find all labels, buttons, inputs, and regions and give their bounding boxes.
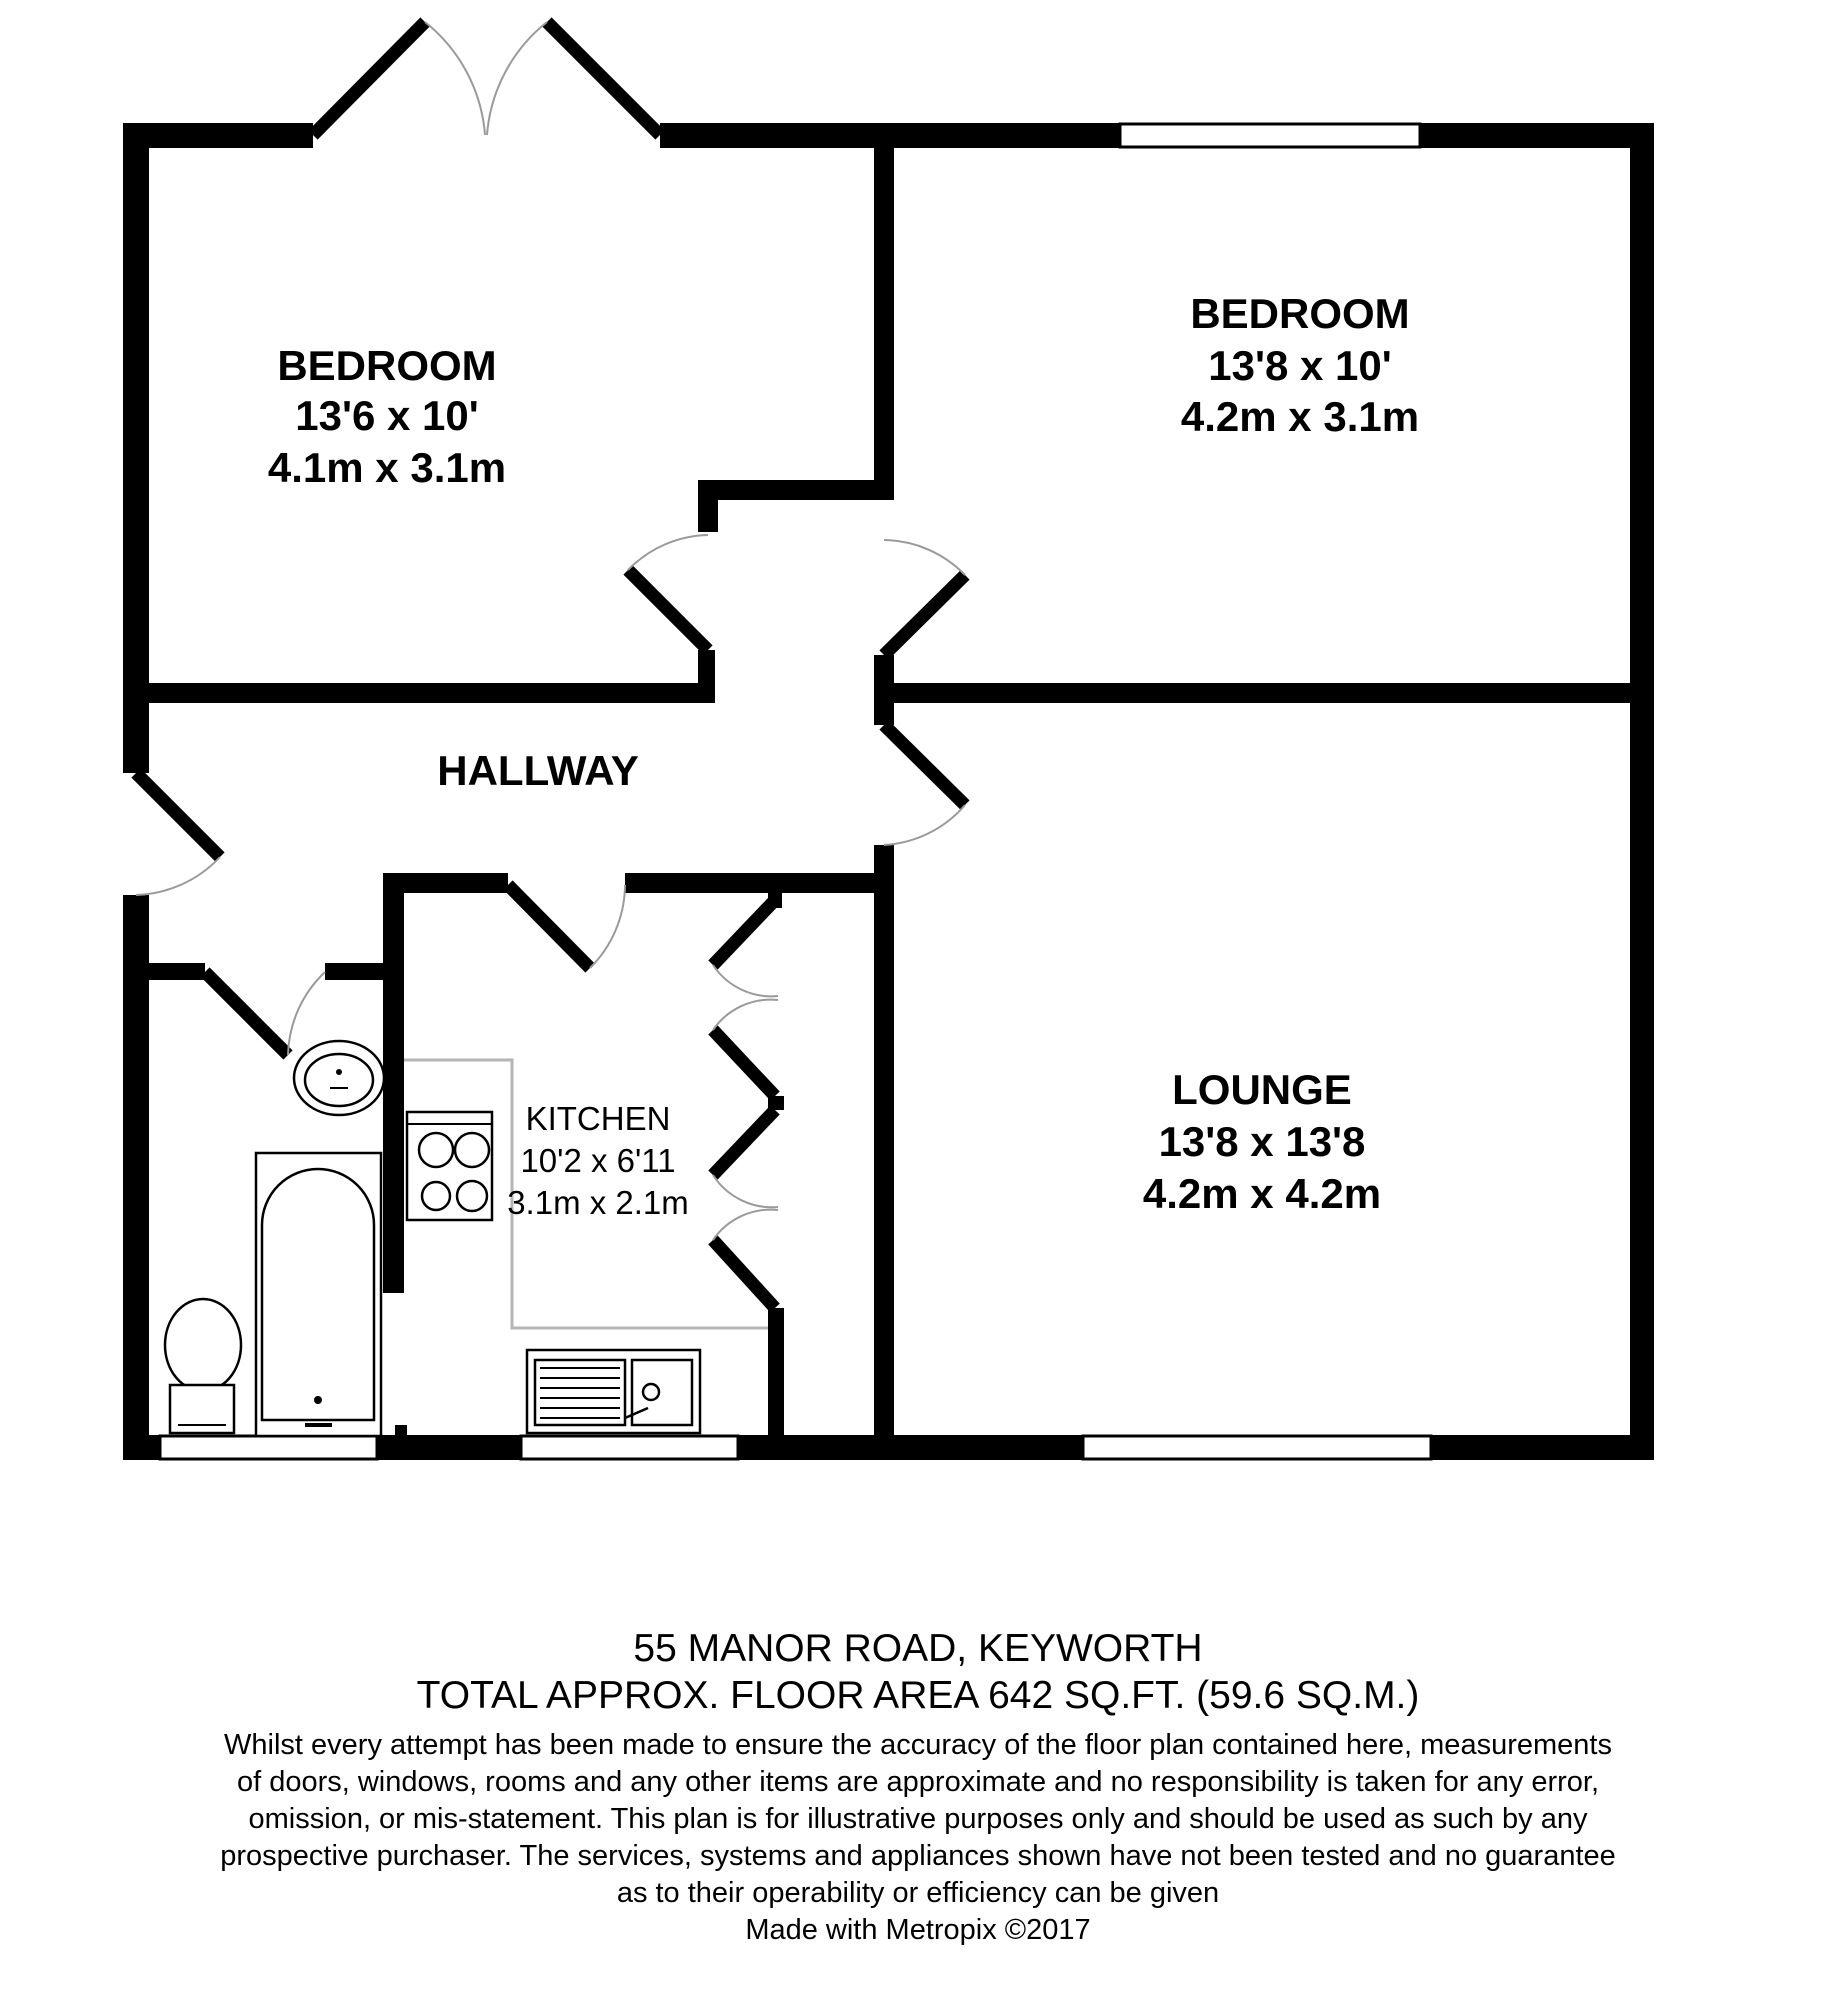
hallway-name: HALLWAY <box>437 747 639 794</box>
bedroom1-name: BEDROOM <box>277 342 497 389</box>
bedroom2-metric: 4.2m x 3.1m <box>1180 393 1420 440</box>
washbasin-icon <box>294 1041 384 1115</box>
wall-cupboard-left <box>698 480 718 532</box>
disclaimer-line: omission, or mis-statement. This plan is for illustrative purposes only and should be used as such by any <box>248 1803 1588 1835</box>
bedroom1-imperial: 13'6 x 10' <box>295 392 479 439</box>
door-kitchen <box>508 885 590 968</box>
wall-top-right <box>1420 123 1652 148</box>
wall-top-left <box>123 123 313 148</box>
door-cupboard1-bottom <box>713 1030 775 1096</box>
door-arc-bathroom <box>288 972 325 1055</box>
property-address: 55 MANOR ROAD, KEYWORTH <box>633 1627 1203 1670</box>
kitchen-imperial: 10'2 x 6'11 <box>520 1142 676 1179</box>
wall-bath-top-left <box>123 963 205 980</box>
toilet-icon <box>165 1299 241 1433</box>
wall-cupboard-top <box>698 480 894 500</box>
door-lounge <box>884 725 965 805</box>
kitchen-metric: 3.1m x 2.1m <box>507 1184 689 1221</box>
disclaimer-line: Whilst every attempt has been made to ensure the accuracy of the floor plan contained here, measurements <box>224 1729 1612 1761</box>
door-arc-cupboard1-top <box>713 965 778 996</box>
door-bedroom2 <box>884 575 965 655</box>
metropix-credit: Made with Metropix ©2017 <box>745 1914 1091 1946</box>
bathroom-fixtures <box>165 1041 384 1436</box>
wall-lounge-left-lower <box>874 845 894 1460</box>
window-kitchen <box>521 1436 738 1459</box>
wall-cupboard-right-lower <box>768 1308 784 1460</box>
bedroom2-imperial: 13'8 x 10' <box>1208 342 1392 389</box>
lounge-name: LOUNGE <box>1172 1066 1352 1113</box>
plan-footer <box>0 1625 1836 1949</box>
door-cupboard2-bottom <box>713 1240 775 1308</box>
wall-left-upper <box>123 123 149 773</box>
window-bathroom <box>160 1436 377 1459</box>
sink-icon <box>527 1350 700 1433</box>
window-bedroom2 <box>1120 124 1420 147</box>
hob-icon <box>407 1112 492 1220</box>
disclaimer-line: as to their operability or efficiency can be given <box>616 1877 1220 1909</box>
wall-bottom-right <box>1430 1435 1654 1460</box>
door-arc-french-left <box>425 22 485 135</box>
door-arc-cupboard1-bottom <box>713 1000 778 1030</box>
wall-lounge-left-upper <box>874 683 894 725</box>
door-arc-cupboard2-bottom <box>713 1210 778 1240</box>
wall-bottom-mid2 <box>737 1435 1084 1460</box>
total-floor-area: TOTAL APPROX. FLOOR AREA 642 SQ.FT. (59.6 SQ.M.) <box>416 1674 1420 1717</box>
door-front <box>136 773 220 857</box>
kitchen-name: KITCHEN <box>525 1100 671 1137</box>
wall-bedrooms-divider <box>874 147 894 500</box>
bedroom2-name: BEDROOM <box>1190 290 1410 337</box>
door-arc-front <box>136 857 220 895</box>
wall-kitchen-top-right <box>625 873 894 893</box>
door-arc-french-right <box>487 22 547 135</box>
door-arc-bedroom1 <box>628 535 708 570</box>
wall-hall-stub <box>698 650 715 703</box>
lounge-imperial: 13'8 x 13'8 <box>1158 1118 1366 1165</box>
wall-kitchen-left <box>383 873 404 1293</box>
door-cupboard1-top <box>713 900 775 965</box>
wall-right <box>1630 123 1654 1460</box>
door-arc-cupboard2-top <box>713 1175 778 1207</box>
wall-bedroom1-bottom <box>123 683 715 703</box>
lounge-metric: 4.2m x 4.2m <box>1142 1170 1382 1217</box>
disclaimer-line: prospective purchaser. The services, systems and appliances shown have not been tested and no guarantee <box>220 1840 1616 1872</box>
door-arc-lounge <box>884 805 965 845</box>
bath-icon <box>256 1153 381 1436</box>
wall-bedroom2-bottom <box>874 683 1654 703</box>
door-arc-kitchen <box>590 885 625 968</box>
door-french-left <box>313 22 425 135</box>
wall-kitchen-left-foot <box>395 1425 407 1460</box>
disclaimer-line: of doors, windows, rooms and any other items are approximate and no responsibility is taken for any error, <box>236 1766 1600 1798</box>
window-lounge <box>1083 1436 1431 1459</box>
disclaimer <box>0 1727 1836 1912</box>
wall-top-middle <box>660 123 1122 148</box>
door-arc-bedroom2 <box>884 540 965 575</box>
room-labels <box>268 290 1419 1221</box>
wall-bath-top-right <box>325 963 383 980</box>
door-bathroom <box>205 972 288 1055</box>
door-bedroom1 <box>628 570 708 650</box>
door-french-right <box>547 22 660 135</box>
bedroom1-metric: 4.1m x 3.1m <box>267 444 507 491</box>
door-cupboard2-top <box>713 1110 775 1175</box>
